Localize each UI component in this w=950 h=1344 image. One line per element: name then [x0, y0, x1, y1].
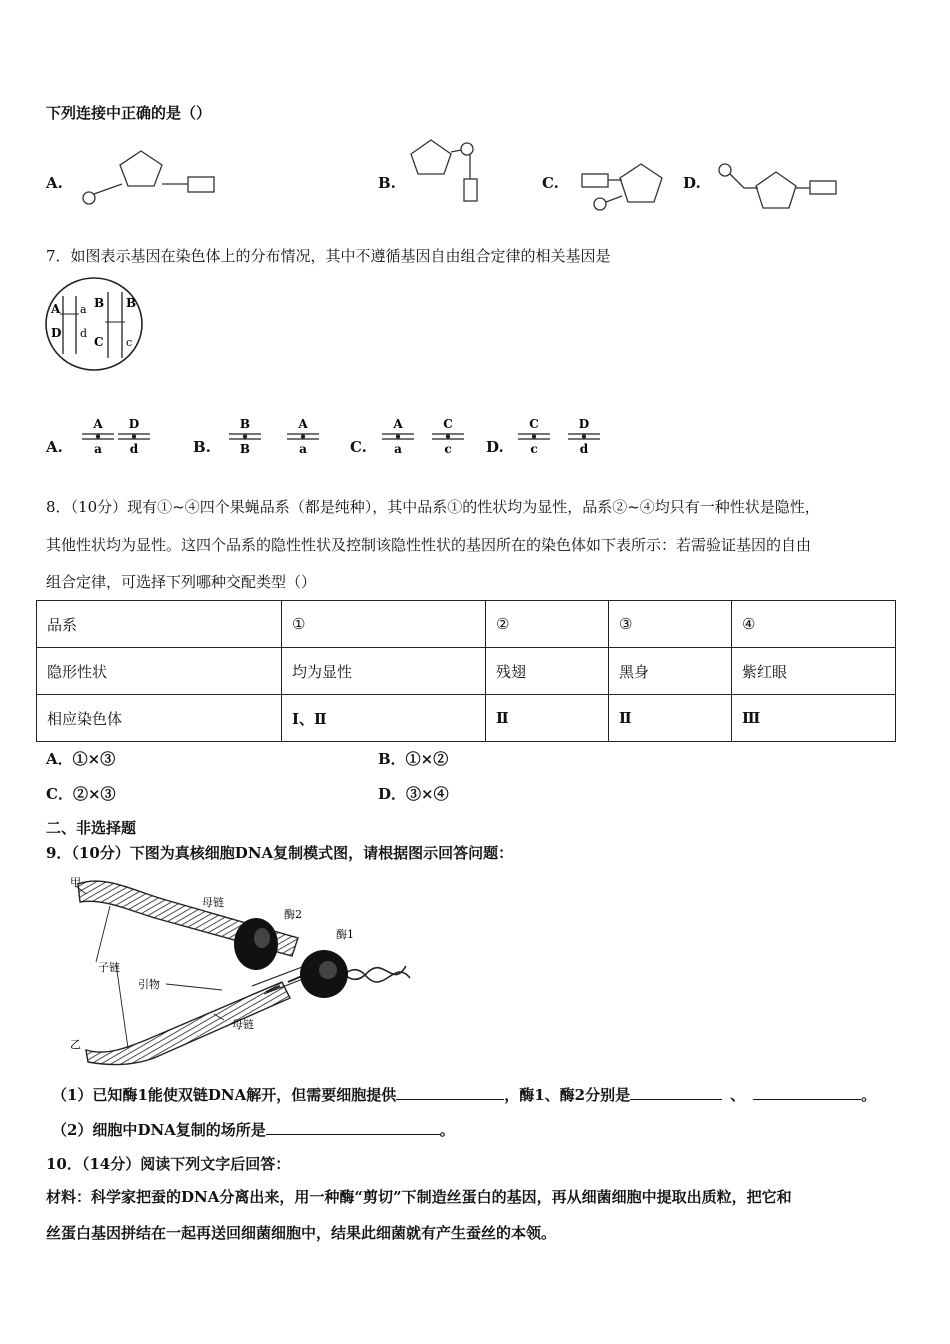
q8-option-c[interactable]: C．②×③: [46, 785, 116, 803]
q10-stem: 10．（14分）阅读下列文字后回答：: [46, 1155, 291, 1173]
q6-option-a-label[interactable]: A.: [46, 174, 63, 192]
gene-C: C: [94, 335, 104, 349]
q7-option-b-pair-2: [283, 414, 323, 458]
table-row: [37, 648, 896, 695]
label-mulian-top: 母链: [202, 896, 224, 909]
q6-option-a-diagram: [78, 148, 223, 210]
allele-bottom: d: [579, 442, 589, 456]
label-yinwu: 引物: [138, 978, 160, 991]
gene-d: d: [80, 327, 88, 340]
base-rect: [188, 177, 214, 192]
allele-top: D: [128, 417, 140, 431]
q7-option-b-label[interactable]: B.: [193, 438, 211, 456]
q7-option-a-label[interactable]: A.: [46, 438, 63, 456]
q7-option-c-pair-2: [428, 414, 468, 458]
q7-option-d-label[interactable]: D.: [486, 438, 504, 456]
gene-B-1: B: [94, 296, 105, 310]
lower-daughter-duplex: [86, 982, 290, 1065]
allele-top: C: [529, 417, 539, 431]
label-mei1: 酶1: [336, 928, 354, 941]
label-yi: 乙: [70, 1038, 81, 1051]
q7-stem: 7．如图表示基因在染色体上的分布情况，其中不遵循基因自由组合定律的相关基因是: [46, 247, 611, 265]
pentose-pentagon: [411, 140, 451, 174]
q10-material-line1: 材料：科学家把蚕的DNA分离出来，用一种酶“剪切”下制造丝蛋白的基因，再从细菌细胞中提取出质粒，把它和: [46, 1188, 792, 1206]
phosphate-circle: [594, 198, 606, 210]
label-jia: 甲: [70, 876, 81, 889]
q7-option-d-pair-2: [564, 414, 604, 458]
table-cell: ④: [732, 601, 896, 648]
gene-a: a: [80, 303, 87, 316]
q9-sub2: [52, 1119, 455, 1140]
q7-chromosome-circle-diagram: [44, 276, 148, 374]
allele-top: C: [443, 417, 453, 431]
q6-option-c-diagram: [578, 158, 668, 214]
q8-line2: 其他性状均为显性。这四个品系的隐性性状及控制该隐性性状的基因所在的染色体如下表所示：若需验证基因的自由: [46, 536, 812, 554]
q6-option-d-label[interactable]: D.: [683, 174, 701, 192]
table-row: [37, 601, 896, 648]
q9-sub1-text-d: 。: [861, 1086, 877, 1104]
table-cell: Ⅱ: [486, 695, 609, 742]
answer-blank-3[interactable]: [753, 1086, 861, 1100]
gene-c: c: [126, 336, 133, 349]
q7-option-b-pair-1: [225, 414, 265, 458]
table-cell: Ⅲ: [732, 695, 896, 742]
q6-option-c-label[interactable]: C.: [542, 174, 559, 192]
allele-top: A: [93, 417, 103, 431]
q6-option-b-diagram: [405, 136, 490, 206]
table-cell: 均为显性: [282, 648, 486, 695]
table-cell: 黑身: [609, 648, 732, 695]
q6-option-d-diagram: [712, 160, 842, 214]
table-cell: 相应染色体: [37, 695, 282, 742]
table-row: [37, 695, 896, 742]
allele-top: B: [239, 417, 251, 431]
q6-option-b-label[interactable]: B.: [378, 174, 396, 192]
q9-sub1-text-c: 、: [730, 1086, 746, 1104]
table-cell: ②: [486, 601, 609, 648]
allele-top: A: [393, 417, 403, 431]
gene-A: A: [51, 302, 61, 316]
q7-option-a-pair-1: [78, 414, 118, 458]
q9-dna-replication-diagram: [66, 870, 416, 1066]
phosphate-circle: [461, 143, 473, 155]
q10-material-line2: 丝蛋白基因拼结在一起再送回细菌细胞中，结果此细菌就有产生蚕丝的本领。: [46, 1224, 557, 1242]
q8-option-a[interactable]: A．①×③: [46, 750, 116, 768]
allele-bottom: a: [94, 442, 102, 456]
q8-line3: 组合定律，可选择下列哪种交配类型（）: [46, 573, 317, 591]
answer-blank-4[interactable]: [266, 1121, 440, 1135]
q9-stem: 9．（10分）下图为真核细胞DNA复制模式图，请根据图示回答问题：: [46, 844, 514, 862]
q8-line1: 8．（10分）现有①~④四个果蝇品系（都是纯种），其中品系①的性状均为显性，品系②~④均只有一种性状是隐性，: [46, 498, 820, 516]
q9-sub2-text: （2）细胞中DNA复制的场所是: [52, 1121, 266, 1139]
label-zilian: 子链: [98, 961, 120, 974]
allele-bottom: d: [129, 442, 139, 456]
phosphate-circle: [83, 192, 95, 204]
q9-sub1-text-b: ，酶1、酶2分别是: [504, 1086, 631, 1104]
q8-option-d[interactable]: D．③×④: [378, 785, 449, 803]
gene-D: D: [51, 326, 62, 340]
table-cell: Ⅱ: [609, 695, 732, 742]
table-cell: 残翅: [486, 648, 609, 695]
q8-table: [36, 600, 896, 742]
q8-option-b[interactable]: B．①×②: [378, 750, 449, 768]
base-rect: [464, 179, 477, 201]
allele-bottom: c: [444, 442, 452, 456]
base-rect: [582, 174, 608, 187]
answer-blank-1[interactable]: [396, 1086, 504, 1100]
q7-option-d-pair-1: [514, 414, 554, 458]
allele-top: D: [578, 417, 590, 431]
q9-sub2-text-b: 。: [439, 1121, 455, 1139]
label-mei2: 酶2: [284, 908, 302, 921]
gene-B-2: B: [126, 296, 137, 310]
q7-option-c-pair-1: [378, 414, 418, 458]
pentose-pentagon: [120, 151, 162, 186]
q9-sub1: [52, 1084, 876, 1105]
allele-top: A: [298, 417, 308, 431]
allele-bottom: c: [530, 442, 538, 456]
table-cell: 隐形性状: [37, 648, 282, 695]
table-cell: 品系: [37, 601, 282, 648]
answer-blank-2[interactable]: [630, 1086, 722, 1100]
pentose-pentagon: [756, 172, 796, 208]
allele-bottom: a: [394, 442, 402, 456]
phosphate-circle: [719, 164, 731, 176]
q6-stem: 下列连接中正确的是（）: [46, 104, 212, 122]
pentose-pentagon: [620, 164, 662, 202]
q9-sub1-text: （1）已知酶1能使双链DNA解开，但需要细胞提供: [52, 1086, 397, 1104]
table-cell: ①: [282, 601, 486, 648]
allele-bottom: B: [239, 442, 251, 456]
table-cell: Ⅰ、Ⅱ: [282, 695, 486, 742]
label-mulian-bottom: 母链: [232, 1018, 254, 1031]
section-heading: 二、非选择题: [46, 819, 137, 837]
allele-bottom: a: [299, 442, 307, 456]
base-rect: [810, 181, 836, 194]
table-cell: 紫红眼: [732, 648, 896, 695]
q7-option-a-pair-2: [114, 414, 154, 458]
table-cell: ③: [609, 601, 732, 648]
q7-option-c-label[interactable]: C.: [350, 438, 367, 456]
